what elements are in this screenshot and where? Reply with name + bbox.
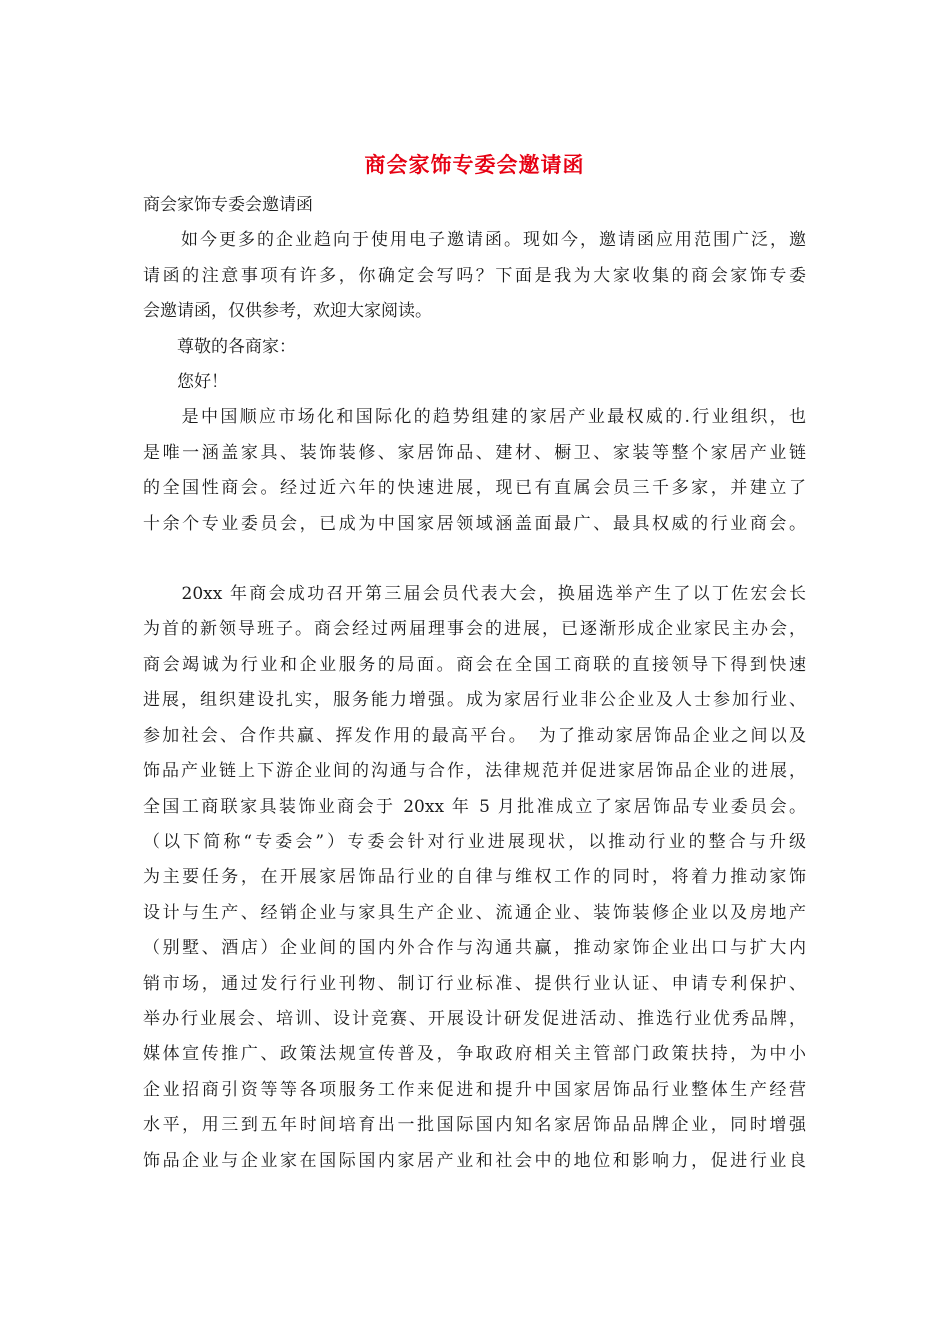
paragraph-line: 举办行业展会、培训、设计竞赛、开展设计研发促进活动、推选行业优秀品牌，: [143, 1008, 806, 1029]
paragraph-line: 饰品产业链上下游企业间的沟通与合作，法律规范并促进家居饰品企业的进展，: [143, 761, 806, 782]
intro-paragraph: [143, 223, 806, 329]
paragraph-line: 如今更多的企业趋向于使用电子邀请函。现如今，邀请函应用范围广泛，邀: [143, 230, 806, 251]
paragraph-line: 为主要任务，在开展家居饰品行业的自律与维权工作的同时，将着力推动家饰: [143, 867, 806, 888]
paragraph-line: 全国工商联家具装饰业商会于 20xx 年 5 月批准成立了家居饰品专业委员会。: [143, 796, 806, 817]
body-paragraph-2: [143, 577, 806, 1179]
paragraph-line: 企业招商引资等等各项服务工作来促进和提升中国家居饰品行业整体生产经营: [143, 1079, 806, 1100]
paragraph-line: 十余个专业委员会，已成为中国家居领域涵盖面最广、最具权威的行业商会。: [143, 513, 806, 534]
body-paragraph-1: [143, 400, 806, 542]
salutation: 尊敬的各商家：: [143, 336, 296, 357]
paragraph-line: 饰品企业与企业家在国际国内家居产业和社会中的地位和影响力，促进行业良: [143, 1150, 806, 1171]
paragraph-line: 媒体宣传推广、政策法规宣传普及，争取政府相关主管部门政策扶持，为中小: [143, 1044, 806, 1065]
paragraph-line: 的全国性商会。经过近六年的快速进展，现已有直属会员三千多家，并建立了: [143, 478, 806, 499]
paragraph-line: 是唯一涵盖家具、装饰装修、家居饰品、建材、橱卫、家装等整个家居产业链: [143, 442, 806, 463]
paragraph-line: 商会竭诚为行业和企业服务的局面。商会在全国工商联的直接领导下得到快速: [143, 654, 806, 675]
paragraph-line: 设计与生产、经销企业与家具生产企业、流通企业、装饰装修企业以及房地产: [143, 902, 806, 923]
paragraph-line: 是中国顺应市场化和国际化的趋势组建的家居产业最权威的.行业组织，也: [143, 407, 806, 428]
paragraph-line: 为首的新领导班子。商会经过两届理事会的进展，已逐渐形成企业家民主办会，: [143, 619, 806, 640]
greeting: 您好！: [143, 372, 228, 393]
paragraph-line: （别墅、酒店）企业间的国内外合作与沟通共赢，推动家饰企业出口与扩大内: [143, 938, 806, 959]
document-title: 商会家饰专委会邀请函: [364, 152, 585, 177]
paragraph-line: 进展，组织建设扎实，服务能力增强。成为家居行业非公企业及人士参加行业、: [143, 690, 806, 711]
document-page: [143, 150, 806, 1179]
paragraph-line: （以下简称“专委会”）专委会针对行业进展现状，以推动行业的整合与升级: [143, 831, 806, 852]
paragraph-line: 参加社会、合作共赢、挥发作用的最高平台。 为了推动家居饰品企业之间以及: [143, 725, 806, 746]
paragraph-line: 水平，用三到五年时间培育出一批国际国内知名家居饰品品牌企业，同时增强: [143, 1115, 806, 1136]
paragraph-line: 销市场，通过发行行业刊物、制订行业标准、提供行业认证、申请专利保护、: [143, 973, 806, 994]
paragraph-line: 会邀请函，仅供参考，欢迎大家阅读。: [143, 301, 432, 322]
paragraph-line: 请函的注意事项有许多，你确定会写吗？下面是我为大家收集的商会家饰专委: [143, 265, 806, 286]
document-subtitle: 商会家饰专委会邀请函: [143, 195, 313, 215]
paragraph-gap: [143, 542, 806, 577]
paragraph-line: 20xx 年商会成功召开第三届会员代表大会，换届选举产生了以丁佐宏会长: [143, 584, 806, 605]
